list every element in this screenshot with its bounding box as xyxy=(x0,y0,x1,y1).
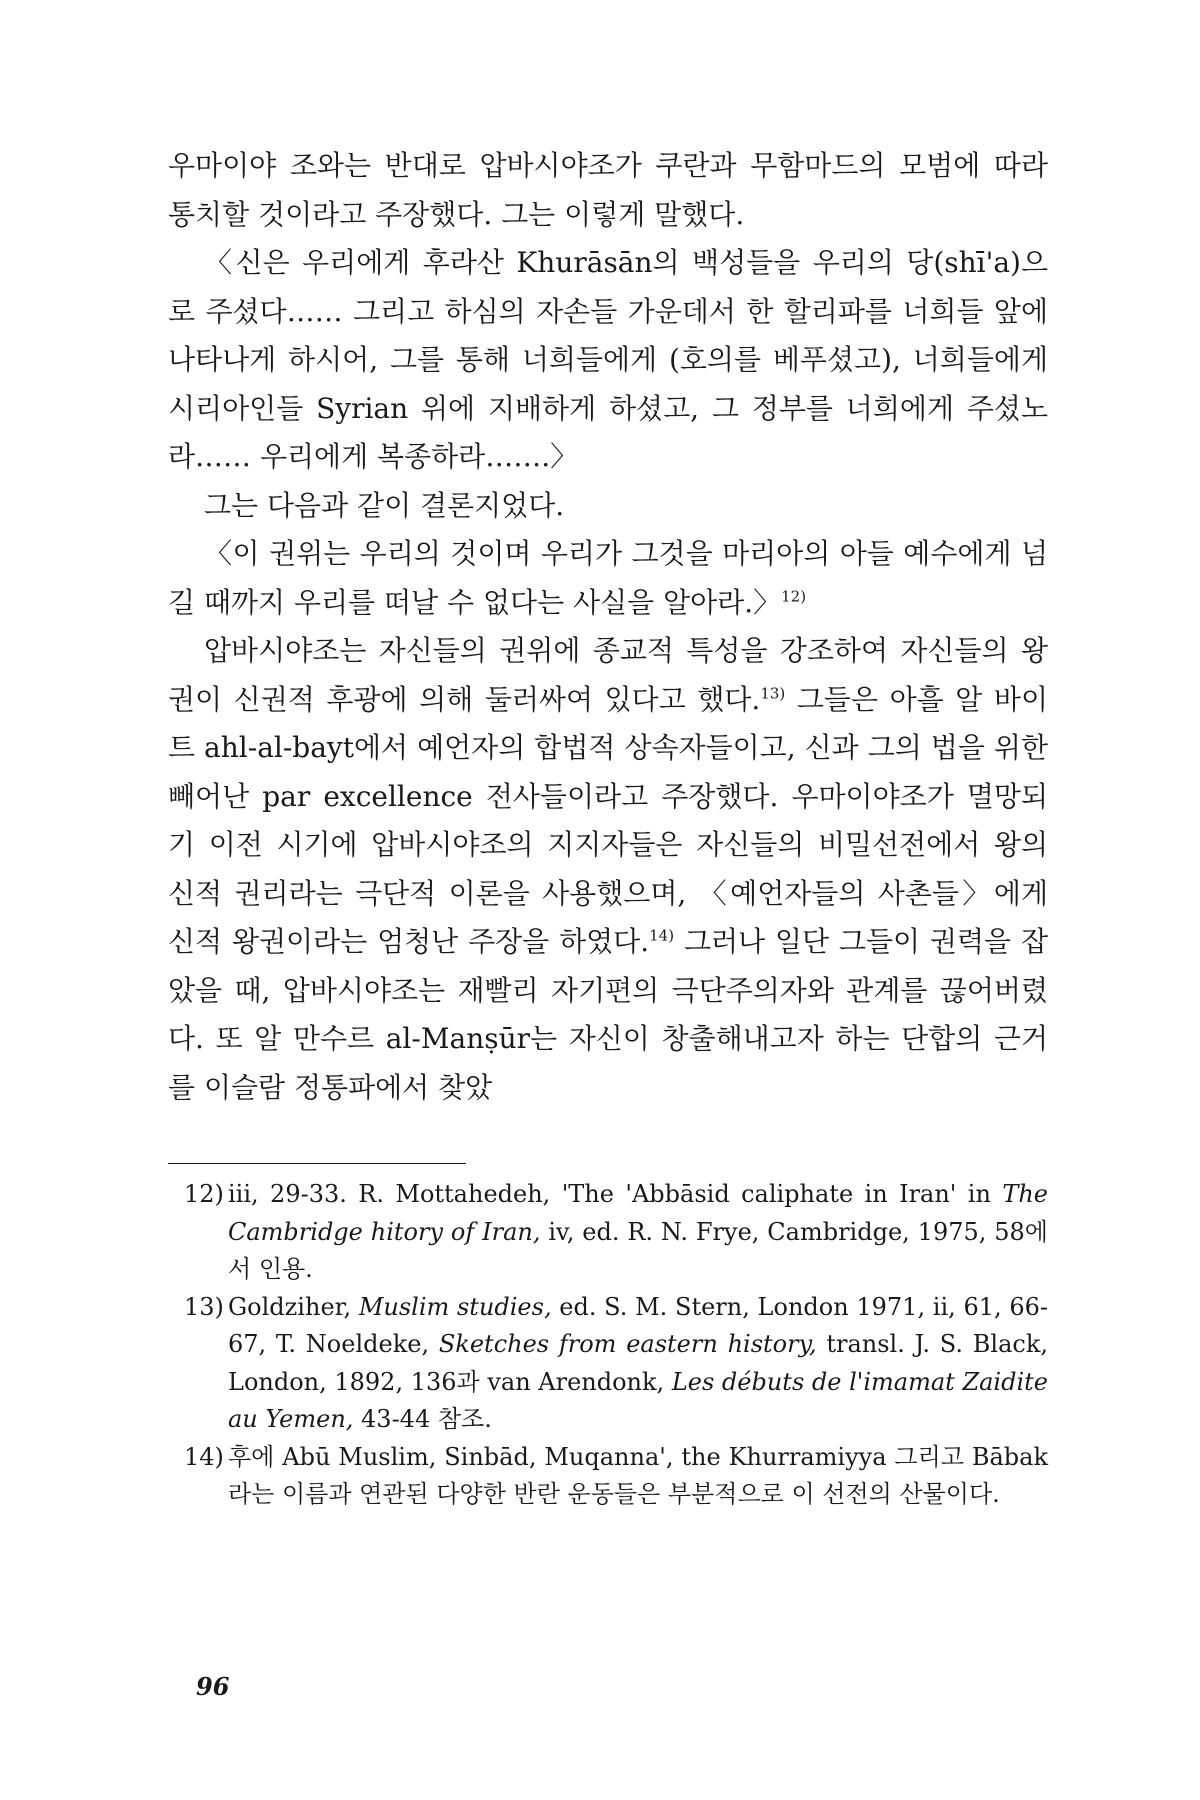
footnote-text: iv, ed. R. N. Frye, Cambridge, 1975, 58에서 인용. xyxy=(228,1217,1048,1283)
footnote-number: 14) xyxy=(184,1442,224,1471)
footnote-text: Goldziher, xyxy=(228,1292,359,1321)
footnote-ref: 12) xyxy=(781,587,807,606)
footnote-title: Muslim studies, xyxy=(358,1292,552,1321)
paragraph: 우마이야 조와는 반대로 압바시야조가 쿠란과 무함마드의 모범에 따라 통치할 것이라고 주장했다. 그는 이렇게 말했다. xyxy=(168,149,1048,231)
quote-paragraph: 〈신은 우리에게 후라산 Khurāsān의 백성들을 우리의 당(shī'a)으로 주셨다…… 그리고 하심의 자손들 가운데서 한 할리파를 너희들 앞에 나타나게 하시어, 그를 통해 너희들에게 (호의를 베푸셨고), 너희들에게 시리아인들 Syrian 위에 지배하게 하셨고, 그 정부를 너희에게 주셨노라…… 우리에게 복종하라…….〉 xyxy=(168,246,1048,473)
paragraph xyxy=(168,627,1048,1112)
footnote-number: 12) xyxy=(184,1180,224,1208)
footnotes xyxy=(184,1176,1048,1514)
main-text xyxy=(168,142,1048,1112)
page-number: 96 xyxy=(196,1672,230,1701)
footnote-title: The Cambridge hitory of Iran, xyxy=(228,1180,1048,1246)
footnote-number: 13) xyxy=(184,1292,224,1321)
footnote-text: transl. J. S. Black, London, 1892, 136과 van Arendonk, xyxy=(228,1330,1048,1396)
paragraph: 그는 다음과 같이 결론지었다. xyxy=(204,488,565,522)
footnote-text: 43-44 참조. xyxy=(353,1405,492,1433)
footnote-text: iii, 29-33. R. Mottahedeh, 'The 'Abbāsid caliphate in Iran' in xyxy=(228,1180,1003,1208)
quote-paragraph xyxy=(168,530,1048,627)
footnote-divider xyxy=(168,1163,466,1164)
footnote-ref: 14) xyxy=(649,926,675,945)
footnote-title: Sketches from eastern history, xyxy=(438,1330,817,1358)
paragraph-text: 그러나 일단 그들이 권력을 잡았을 때, 압바시야조는 재빨리 자기편의 극단주의자와 관계를 끊어버렸다. 또 알 만수르 al-Manṣūr는 자신이 창출해내고자 하는 단합의 근거를 이슬람 정통파에서 찾았 xyxy=(168,925,1048,1104)
footnote-title: Les débuts de l'imamat Zaidite au Yemen, xyxy=(228,1367,1048,1433)
paragraph-text: 그들은 아흘 알 바이트 ahl-al-bayt에서 예언자의 합법적 상속자들이고, 신과 그의 법을 위한 빼어난 par excellence 전사들이라고 주장했다. 우마이야조가 멸망되기 이전 시기에 압바시야조의 지지자들은 자신들의 비밀선전에서 왕의 신적 권리라는 극단적 이론을 사용했으며, 〈예언자들의 사촌들〉에게 신적 왕권이라는 엄청난 주장을 하였다. xyxy=(168,682,1048,958)
footnote xyxy=(184,1439,1048,1514)
footnote xyxy=(184,1176,1048,1289)
footnote-ref: 13) xyxy=(760,684,786,703)
paragraph-text: 압바시야조는 자신들의 권위에 종교적 특성을 강조하여 자신들의 왕권이 신권적 후광에 의해 둘러싸여 있다고 했다. xyxy=(168,634,1048,716)
paragraph-text: 〈이 권위는 우리의 것이며 우리가 그것을 마리아의 아들 예수에게 넘길 때까지 우리를 떠날 수 없다는 사실을 알아라.〉 xyxy=(168,537,1048,619)
footnote-text: 후에 Abū Muslim, Sinbād, Muqanna', the Khurramiyya 그리고 Bābak라는 이름과 연관된 다양한 반란 운동들은 부분적으로 이 선전의 산물이다. xyxy=(228,1442,1048,1508)
footnote xyxy=(184,1289,1048,1439)
footnote-text: ed. S. M. Stern, London 1971, ii, 61, 66-67, T. Noeldeke, xyxy=(228,1292,1048,1358)
